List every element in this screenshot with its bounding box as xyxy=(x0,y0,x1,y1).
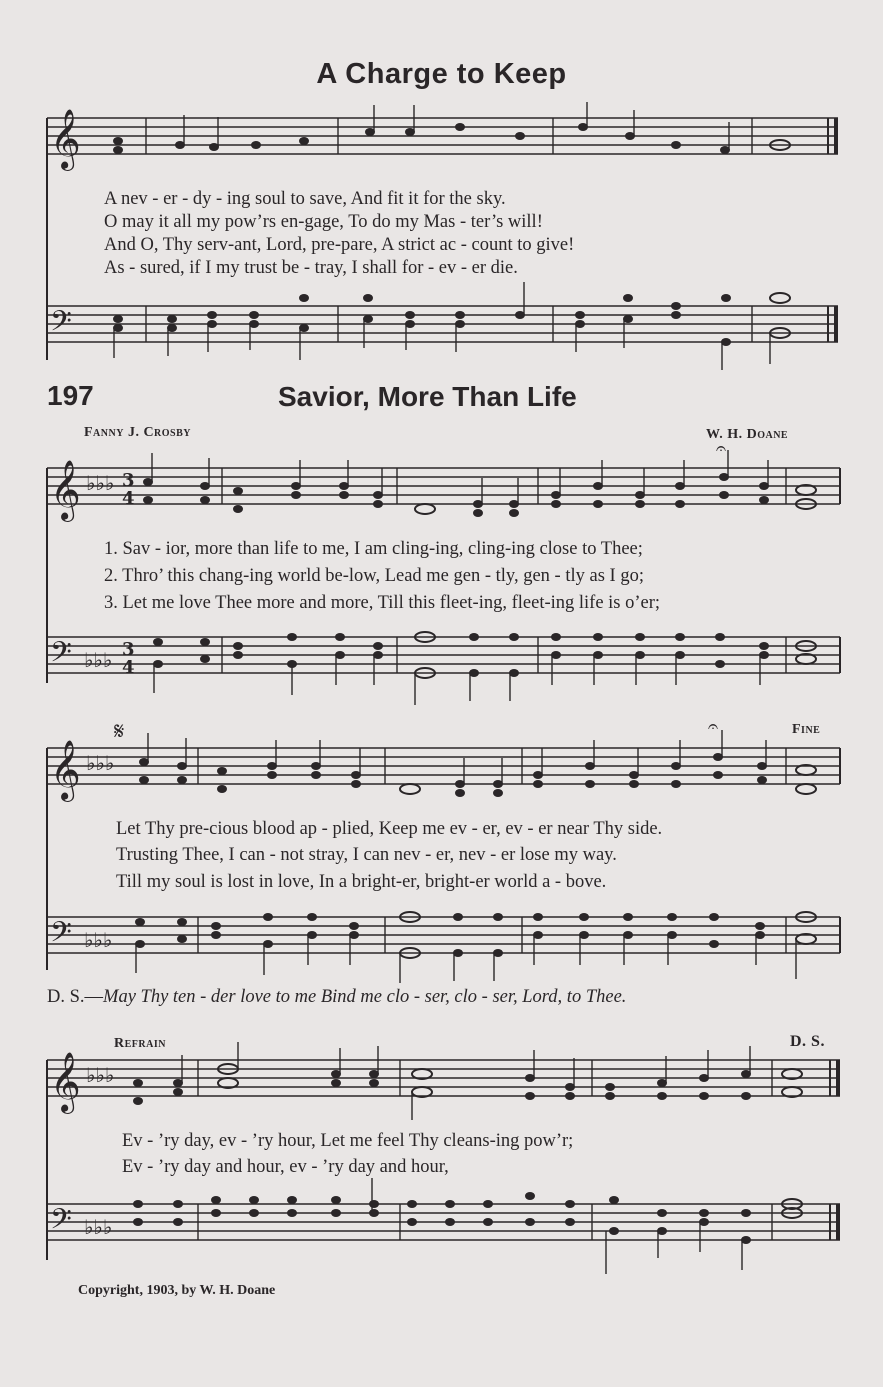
flat-signs-icon: ♭♭♭ xyxy=(86,1063,115,1087)
flat-signs-icon: ♭♭♭ xyxy=(84,928,113,952)
segno-icon: 𝄋 xyxy=(114,717,125,745)
top-hymn-title: A Charge to Keep xyxy=(316,58,567,90)
top-verse-line-4: As - sured, if I my trust be - tray, I shall for - ev - er die. xyxy=(104,258,518,278)
ds-marker: D. S. xyxy=(790,1033,825,1050)
composer-credit: W. H. Doane xyxy=(706,427,789,442)
bass-clef-icon: 𝄢 xyxy=(50,305,72,345)
fermata-icon: 𝄐 xyxy=(716,438,727,459)
time-signature-icon: 3 xyxy=(122,470,135,491)
top-verse-line-1: A nev - er - dy - ing soul to save, And fit it for the sky. xyxy=(104,189,506,209)
treble-clef-icon: 𝄞 xyxy=(50,740,81,800)
refrain-treble-staff xyxy=(0,1050,883,1130)
top-bass-staff xyxy=(0,290,883,370)
verse-1-line-a: 1. Sav - ior, more than life to me, I am cling-ing, cling-ing close to Thee; xyxy=(104,539,643,559)
svg-text:4: 4 xyxy=(122,488,135,509)
hymn-title: Savior, More Than Life xyxy=(278,381,577,412)
system1-treble-staff xyxy=(0,438,883,538)
bass-clef-icon: 𝄢 xyxy=(50,636,72,676)
flat-signs-icon: ♭♭♭ xyxy=(86,751,115,775)
flat-signs-icon: ♭♭♭ xyxy=(86,471,115,495)
verse-3-line-b: Till my soul is lost in love, In a bright-er, bright-er world a - bove. xyxy=(116,872,607,892)
treble-clef-icon: 𝄞 xyxy=(50,1052,81,1112)
verse-2-line-b: Trusting Thee, I can - not stray, I can nev - er, nev - er lose my way. xyxy=(116,845,617,865)
flat-signs-icon: ♭♭♭ xyxy=(84,1215,113,1239)
svg-text:4: 4 xyxy=(122,657,135,678)
system2-bass-staff xyxy=(0,905,883,985)
treble-clef-icon: 𝄞 xyxy=(50,109,81,169)
flat-signs-icon: ♭♭♭ xyxy=(84,648,113,672)
bass-clef-icon: 𝄢 xyxy=(50,916,72,956)
top-verse-line-3: And O, Thy serv-ant, Lord, pre-pare, A strict ac - count to give! xyxy=(104,235,575,255)
verse-2-line-a: 2. Thro’ this chang-ing world be-low, Lead me gen - tly, gen - tly as I go; xyxy=(104,566,644,586)
treble-clef-icon: 𝄞 xyxy=(50,460,81,520)
verse-1-line-b: Let Thy pre-cious blood ap - plied, Keep me ev - er, ev - er near Thy side. xyxy=(116,819,663,839)
refrain-bass-staff xyxy=(0,1188,883,1278)
hymn-number: 197 xyxy=(47,380,94,411)
fine-marker: Fine xyxy=(792,722,821,737)
fermata-icon: 𝄐 xyxy=(708,716,719,737)
ds-instruction xyxy=(47,987,626,1008)
refrain-line-1: Ev - ’ry day, ev - ’ry hour, Let me feel Thy cleans-ing pow’r; xyxy=(122,1131,574,1151)
svg-text:3: 3 xyxy=(122,639,135,660)
system1-bass-staff xyxy=(0,625,883,705)
copyright-notice: Copyright, 1903, by W. H. Doane xyxy=(78,1283,276,1298)
bass-clef-icon: 𝄢 xyxy=(50,1203,72,1243)
ds-text: May Thy ten - der love to me Bind me clo - ser, clo - ser, Lord, to Thee. xyxy=(103,987,627,1007)
verse-3-line-a: 3. Let me love Thee more and more, Till this fleet-ing, fleet-ing life is o’er; xyxy=(104,593,661,613)
refrain-line-2: Ev - ’ry day and hour, ev - ’ry day and hour, xyxy=(122,1157,449,1177)
top-treble-staff xyxy=(0,110,883,180)
refrain-label: Refrain xyxy=(114,1036,166,1051)
ds-label: D. S.— xyxy=(47,987,104,1007)
top-verse-line-2: O may it all my pow’rs en-gage, To do my Mas - ter’s will! xyxy=(104,212,543,232)
lyricist-credit: Fanny J. Crosby xyxy=(84,425,192,440)
